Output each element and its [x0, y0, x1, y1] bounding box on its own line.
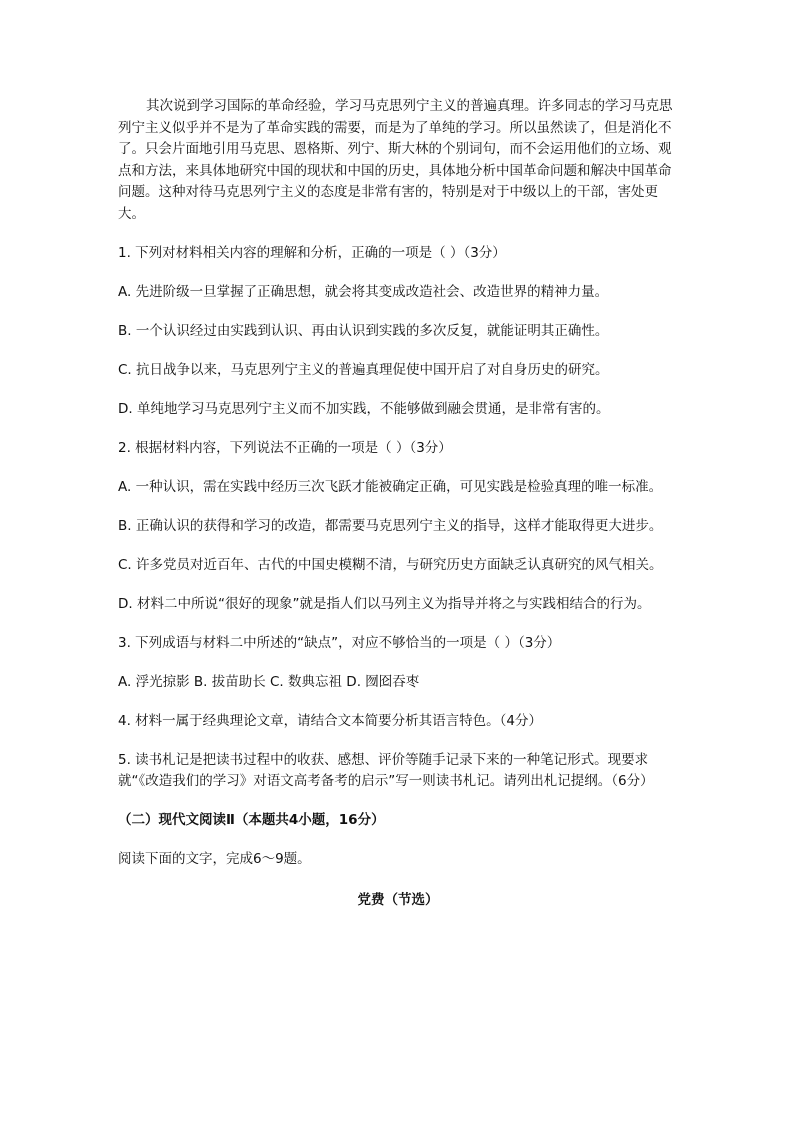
question-1-option-b: B. 一个认识经过由实践到认识、再由认识到实践的多次反复，就能证明其正确性。	[118, 323, 609, 339]
question-1-option-d: D. 单纯地学习马克思列宁主义而不加实践，不能够做到融会贯通，是非常有害的。	[118, 401, 610, 417]
question-3-stem: 3. 下列成语与材料二中所述的“缺点”，对应不够恰当的一项是（ ）（3分）	[118, 635, 561, 651]
question-1-option-a: A. 先进阶级一旦掌握了正确思想，就会将其变成改造社会、改造世界的精神力量。	[118, 284, 609, 300]
question-2-option-a: A. 一种认识，需在实践中经历三次飞跃才能被确定正确，可见实践是检验真理的唯一标准。	[118, 479, 663, 495]
question-4: 4. 材料一属于经典理论文章，请结合文本简要分析其语言特色。（4分）	[118, 713, 543, 729]
question-2-stem: 2. 根据材料内容，下列说法不正确的一项是（ ）（3分）	[118, 440, 452, 456]
question-2-option-d: D. 材料二中所说“很好的现象”就是指人们以马列主义为指导并将之与实践相结合的行为。	[118, 596, 651, 612]
question-5: 5. 读书札记是把读书过程中的收获、感想、评价等随手记录下来的一种笔记形式。现要求就“《改造我们的学习》对语文高考备考的启示”写一则读书札记。请列出札记提纲。（6分）	[118, 752, 654, 789]
question-1-option-c: C. 抗日战争以来，马克思列宁主义的普遍真理促使中国开启了对自身历史的研究。	[118, 362, 609, 378]
reading-instruction: 阅读下面的文字，完成6～9题。	[118, 851, 311, 867]
question-1-stem: 1. 下列对材料相关内容的理解和分析，正确的一项是（ ）（3分）	[118, 245, 506, 261]
question-2-option-c: C. 许多党员对近百年、古代的中国史模糊不清，与研究历史方面缺乏认真研究的风气相关。	[118, 557, 663, 573]
question-3-options: A. 浮光掠影 B. 拔苗助长 C. 数典忘祖 D. 囫囵吞枣	[118, 674, 420, 690]
question-2-option-b: B. 正确认识的获得和学习的改造，都需要马克思列宁主义的指导，这样才能取得更大进步。	[118, 518, 663, 534]
article-title: 党费（节选）	[357, 892, 439, 908]
document-body	[118, 96, 678, 911]
intro-paragraph: 其次说到学习国际的革命经验，学习马克思列宁主义的普遍真理。许多同志的学习马克思列宁主义似乎并不是为了革命实践的需要，而是为了单纯的学习。所以虽然读了，但是消化不了。只会片面地引用马克思、恩格斯、列宁、斯大林的个别词句，而不会运用他们的立场、观点和方法，来具体地研究中国的现状和中国的历史，具体地分析中国革命问题和解决中国革命问题。这种对待马克思列宁主义的态度是非常有害的，特别是对于中级以上的干部，害处更大。	[118, 98, 673, 222]
section-heading: （二）现代文阅读Ⅱ（本题共4小题，16分）	[118, 812, 385, 828]
